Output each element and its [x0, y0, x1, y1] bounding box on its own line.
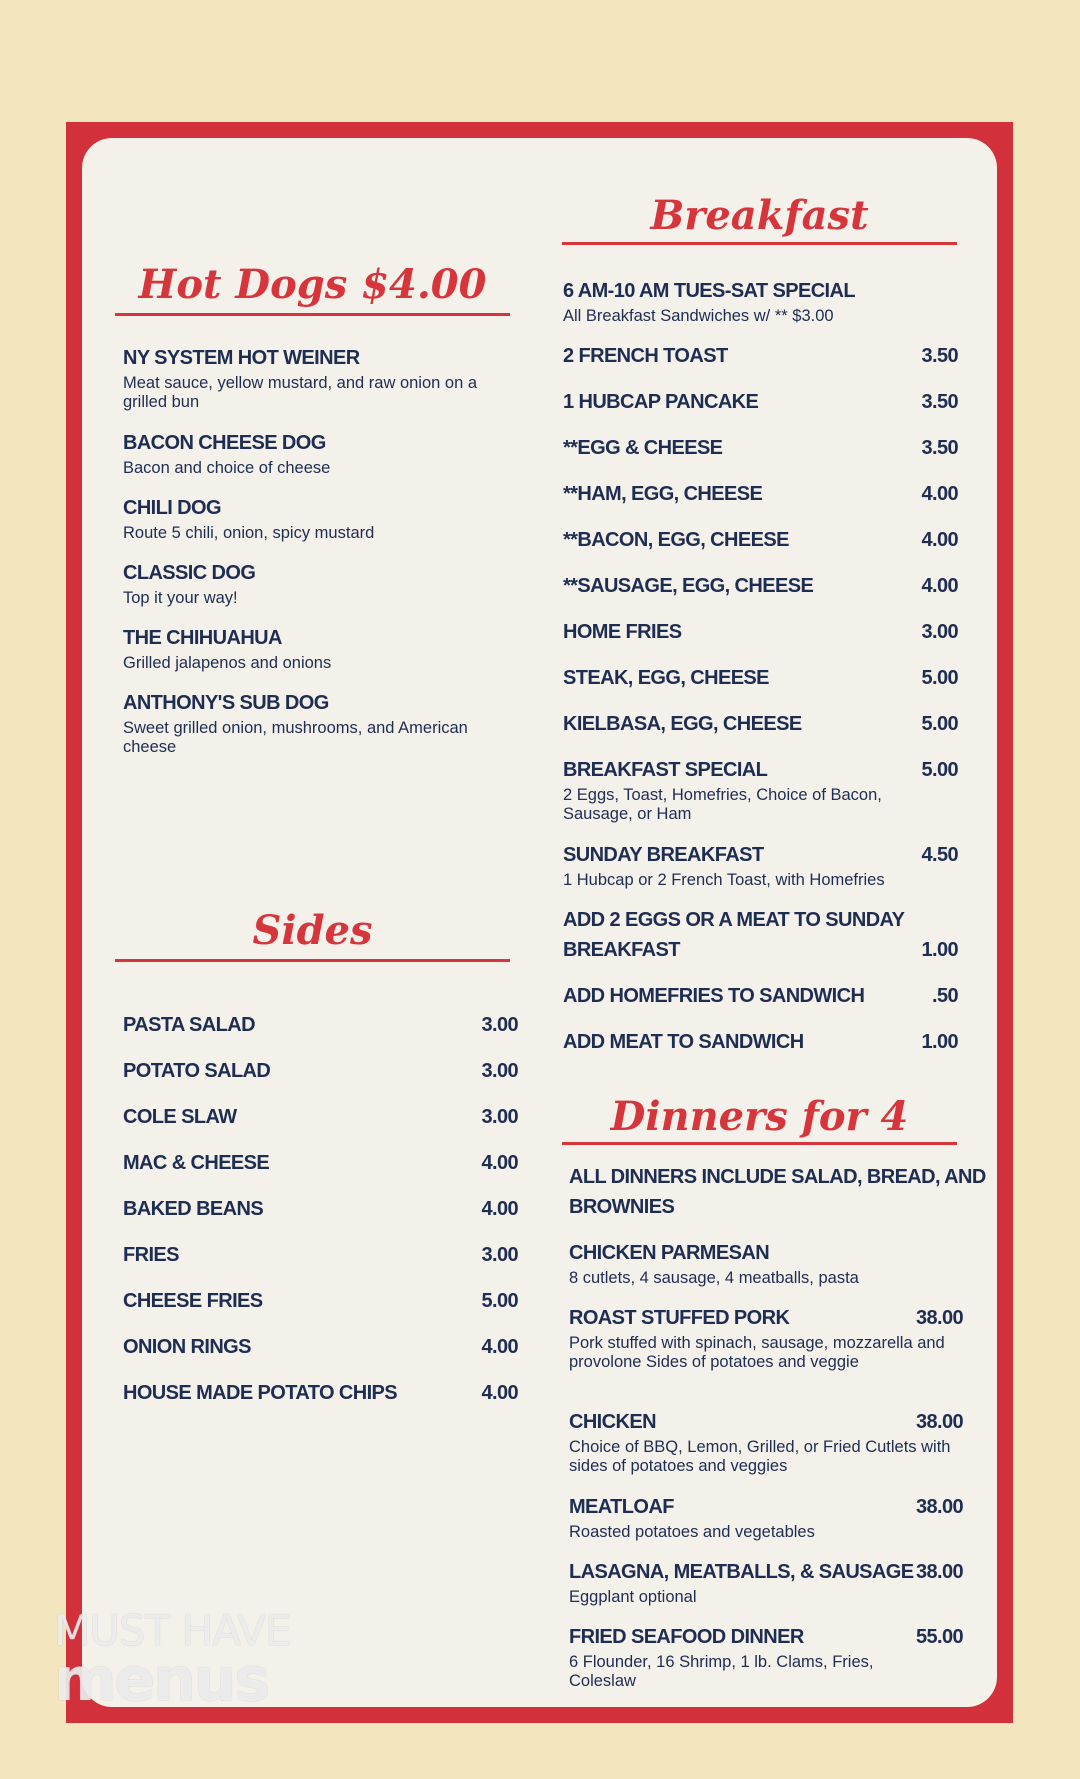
- breakfast-special-title: 6 AM-10 AM TUES-SAT SPECIAL: [563, 280, 855, 302]
- breakfast-item-name: ADD 2 EGGS OR A MEAT TO SUNDAY: [563, 909, 905, 931]
- breakfast-item-name: **SAUSAGE, EGG, CHEESE: [563, 575, 814, 597]
- breakfast-item-name: STEAK, EGG, CHEESE: [563, 667, 769, 689]
- side-item-name: PASTA SALAD: [123, 1014, 255, 1036]
- breakfast-item-name: **BACON, EGG, CHEESE: [563, 529, 789, 551]
- hot-dog-item-desc: Grilled jalapenos and onions: [123, 654, 332, 672]
- side-item-name: FRIES: [123, 1244, 179, 1266]
- breakfast-item-name: BREAKFAST SPECIAL: [563, 759, 768, 781]
- dinner-item-price: 38.00: [915, 1411, 963, 1433]
- breakfast-item-price: 5.00: [921, 713, 958, 735]
- dinner-item-price: 55.00: [915, 1626, 963, 1648]
- breakfast-special-desc: All Breakfast Sandwiches w/ ** $3.00: [563, 307, 834, 325]
- hot-dog-item-name: ANTHONY'S SUB DOG: [123, 692, 329, 714]
- dinner-item-desc: Pork stuffed with spinach, sausage, mozzarella and provolone Sides of potatoes and veggie: [569, 1334, 945, 1371]
- side-item-price: 3.00: [481, 1106, 518, 1128]
- hot-dog-item-desc: Top it your way!: [123, 589, 238, 607]
- hot-dog-item-desc: Sweet grilled onion, mushrooms, and American cheese: [123, 719, 468, 756]
- dinner-item-name: CHICKEN: [569, 1411, 656, 1433]
- dinners-rule: [562, 1142, 957, 1145]
- hot-dog-item-desc: Route 5 chili, onion, spicy mustard: [123, 524, 375, 542]
- breakfast-item-price: 4.00: [921, 575, 958, 597]
- breakfast-item-price: 5.00: [921, 667, 958, 689]
- dinners-note: ALL DINNERS INCLUDE SALAD, BREAD, AND: [569, 1166, 986, 1188]
- dinner-item-price: 38.00: [915, 1496, 963, 1518]
- side-item-price: 4.00: [481, 1336, 518, 1358]
- breakfast-item-price: 4.00: [921, 483, 958, 505]
- breakfast-item-price: 1.00: [921, 1031, 958, 1053]
- breakfast-item-name: **EGG & CHEESE: [563, 437, 723, 459]
- breakfast-item-name: KIELBASA, EGG, CHEESE: [563, 713, 802, 735]
- breakfast-item-name: HOME FRIES: [563, 621, 682, 643]
- side-item-name: HOUSE MADE POTATO CHIPS: [123, 1382, 398, 1404]
- dinners-note-cont: BROWNIES: [569, 1196, 675, 1218]
- side-item-price: 4.00: [481, 1382, 518, 1404]
- hot-dog-item-desc: Meat sauce, yellow mustard, and raw onion on a grilled bun: [123, 374, 478, 411]
- breakfast-item-price: 5.00: [921, 759, 958, 781]
- dinner-item-desc: Choice of BBQ, Lemon, Grilled, or Fried Cutlets with sides of potatoes and veggies: [569, 1438, 951, 1475]
- breakfast-item-price: 3.50: [921, 345, 958, 367]
- side-item-price: 4.00: [481, 1152, 518, 1174]
- breakfast-item-price: 4.00: [921, 529, 958, 551]
- breakfast-item-name: 1 HUBCAP PANCAKE: [563, 391, 759, 413]
- side-item-price: 5.00: [481, 1290, 518, 1312]
- side-item-name: POTATO SALAD: [123, 1060, 271, 1082]
- breakfast-item-price: 1.00: [921, 939, 958, 961]
- breakfast-item-price: 4.50: [921, 844, 958, 866]
- breakfast-item-name: **HAM, EGG, CHEESE: [563, 483, 763, 505]
- watermark-line2: menus: [54, 1645, 269, 1715]
- breakfast-item-name: ADD HOMEFRIES TO SANDWICH: [563, 985, 865, 1007]
- dinner-item-name: FRIED SEAFOOD DINNER: [569, 1626, 804, 1648]
- dinner-item-desc: 6 Flounder, 16 Shrimp, 1 lb. Clams, Fries, Coleslaw: [569, 1653, 874, 1690]
- hot-dog-item-name: THE CHIHUAHUA: [123, 627, 282, 649]
- dinner-item-price: 38.00: [915, 1561, 963, 1583]
- sides-rule: [115, 959, 510, 962]
- dinner-item-desc: 8 cutlets, 4 sausage, 4 meatballs, pasta: [569, 1269, 859, 1287]
- breakfast-item-price: 3.50: [921, 391, 958, 413]
- breakfast-item-name: SUNDAY BREAKFAST: [563, 844, 764, 866]
- hot-dog-item-name: CHILI DOG: [123, 497, 221, 519]
- breakfast-rule: [562, 242, 957, 245]
- hot-dog-item-name: CLASSIC DOG: [123, 562, 256, 584]
- breakfast-item-price: .50: [931, 985, 958, 1007]
- side-item-name: COLE SLAW: [123, 1106, 237, 1128]
- dinner-item-desc: Eggplant optional: [569, 1588, 697, 1606]
- breakfast-item-desc: 1 Hubcap or 2 French Toast, with Homefries: [563, 871, 885, 889]
- side-item-price: 3.00: [481, 1014, 518, 1036]
- side-item-price: 3.00: [481, 1244, 518, 1266]
- hot-dog-item-desc: Bacon and choice of cheese: [123, 459, 331, 477]
- breakfast-item-price: 3.00: [921, 621, 958, 643]
- side-item-name: MAC & CHEESE: [123, 1152, 270, 1174]
- side-item-name: BAKED BEANS: [123, 1198, 264, 1220]
- side-item-name: ONION RINGS: [123, 1336, 251, 1358]
- breakfast-item-name-cont: BREAKFAST: [563, 939, 680, 961]
- hot-dog-item-name: BACON CHEESE DOG: [123, 432, 326, 454]
- breakfast-item-name: 2 FRENCH TOAST: [563, 345, 728, 367]
- side-item-price: 4.00: [481, 1198, 518, 1220]
- dinners-heading: Dinners for 4: [610, 1093, 909, 1140]
- dinner-item-name: CHICKEN PARMESAN: [569, 1242, 770, 1264]
- side-item-price: 3.00: [481, 1060, 518, 1082]
- dinner-item-name: ROAST STUFFED PORK: [569, 1307, 790, 1329]
- breakfast-item-price: 3.50: [921, 437, 958, 459]
- breakfast-heading: Breakfast: [650, 192, 869, 239]
- dinner-item-name: MEATLOAF: [569, 1496, 674, 1518]
- breakfast-item-name: ADD MEAT TO SANDWICH: [563, 1031, 804, 1053]
- sides-heading: Sides: [252, 907, 373, 954]
- hot-dog-item-name: NY SYSTEM HOT WEINER: [123, 347, 360, 369]
- dinner-item-price: 38.00: [915, 1307, 963, 1329]
- dinner-item-name: LASAGNA, MEATBALLS, & SAUSAGE: [569, 1561, 914, 1583]
- watermark-line1: MUST HAVE: [54, 1606, 291, 1655]
- hot-dogs-heading: Hot Dogs $4.00: [138, 261, 487, 308]
- breakfast-item-desc: 2 Eggs, Toast, Homefries, Choice of Bacon, Sausage, or Ham: [563, 786, 882, 823]
- hot-dogs-rule: [115, 313, 510, 316]
- dinner-item-desc: Roasted potatoes and vegetables: [569, 1523, 815, 1541]
- watermark-logo: [54, 1606, 344, 1715]
- side-item-name: CHEESE FRIES: [123, 1290, 263, 1312]
